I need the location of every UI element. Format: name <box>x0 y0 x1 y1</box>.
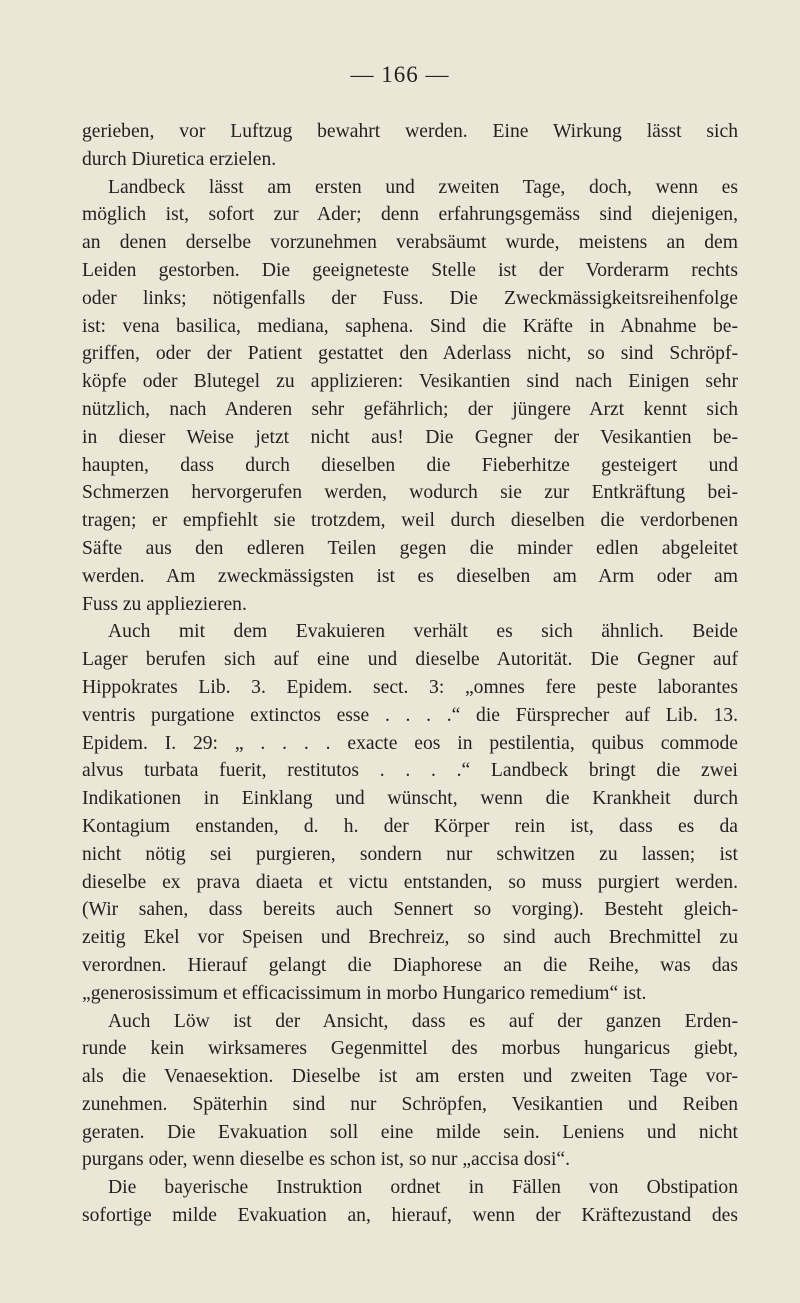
text-line: ist: vena basilica, mediana, saphena. Sind die Kräfte in Abnahme be- <box>82 315 738 337</box>
text-line: in dieser Weise jetzt nicht aus! Die Gegner der Vesikantien be- <box>82 426 738 448</box>
text-line: geraten. Die Evakuation soll eine milde sein. Leniens und nicht <box>82 1121 738 1143</box>
text-line: griffen, oder der Patient gestattet den Aderlass nicht, so sind Schröpf- <box>82 343 738 365</box>
text-line: an denen derselbe vorzunehmen verabsäumt wurde, meistens an dem <box>82 232 738 254</box>
page-number: — 166 — <box>350 62 450 87</box>
text-line: sofortige milde Evakuation an, hierauf, wenn der Kräftezustand des <box>82 1205 738 1227</box>
text-line: Hippokrates Lib. 3. Epidem. sect. 3: „omnes fere peste laborantes <box>82 676 738 698</box>
text-line: dieselbe ex prava diaeta et victu entstanden, so muss purgiert werden. <box>82 871 738 893</box>
text-line: als die Venaesektion. Dieselbe ist am ersten und zweiten Tage vor- <box>82 1066 738 1088</box>
text-line: runde kein wirksameres Gegenmittel des morbus hungaricus giebt, <box>82 1038 738 1060</box>
text-line: Die bayerische Instruktion ordnet in Fällen von Obstipation <box>108 1177 738 1199</box>
text-line: gerieben, vor Luftzug bewahrt werden. Eine Wirkung lässt sich <box>82 121 738 142</box>
text-line: verordnen. Hierauf gelangt die Diaphorese an die Reihe, was das <box>82 954 738 976</box>
text-line: nützlich, nach Anderen sehr gefährlich; der jüngere Arzt kennt sich <box>82 398 738 420</box>
text-line: (Wir sahen, dass bereits auch Sennert so vorging). Besteht gleich- <box>82 899 738 921</box>
text-line: köpfe oder Blutegel zu applizieren: Vesikantien sind nach Einigen sehr <box>82 371 738 393</box>
text-line: ventris purgatione extinctos esse . . . .“ die Fürsprecher auf Lib. 13. <box>82 704 738 726</box>
text-line: Epidem. I. 29: „ . . . . exacte eos in pestilentia, quibus commode <box>82 732 738 754</box>
text-line: haupten, dass durch dieselben die Fieberhitze gesteigert und <box>82 454 738 476</box>
text-line: tragen; er empfiehlt sie trotzdem, weil durch dieselben die verdorbenen <box>82 510 738 532</box>
text-line: zunehmen. Späterhin sind nur Schröpfen, Vesikantien und Reiben <box>82 1093 738 1115</box>
text-line: „generosissimum et efficacissimum in morbo Hungarico remedium“ ist. <box>82 982 647 1004</box>
text-line: Landbeck lässt am ersten und zweiten Tage, doch, wenn es <box>108 176 738 198</box>
text-line: Lager berufen sich auf eine und dieselbe Autorität. Die Gegner auf <box>82 649 738 671</box>
text-line: oder links; nötigenfalls der Fuss. Die Zweckmässigkeitsreihenfolge <box>82 287 738 309</box>
text-line: werden. Am zweckmässigsten ist es dieselben am Arm oder am <box>82 565 738 587</box>
text-line: Leiden gestorben. Die geeigneteste Stelle ist der Vorderarm rechts <box>82 259 738 281</box>
text-line: Fuss zu appliezieren. <box>82 593 247 615</box>
text-line: alvus turbata fuerit, restitutos . . . .“ Landbeck bringt die zwei <box>82 760 738 782</box>
text-line: Schmerzen hervorgerufen werden, wodurch sie zur Entkräftung bei- <box>82 482 738 504</box>
text-line: durch Diuretica erzielen. <box>82 148 277 170</box>
text-line: Säfte aus den edleren Teilen gegen die minder edlen abgeleitet <box>82 537 738 559</box>
text-line: purgans oder, wenn dieselbe es schon ist, so nur „accisa dosi“. <box>82 1149 571 1171</box>
text-line: Auch mit dem Evakuieren verhält es sich ähnlich. Beide <box>108 621 738 643</box>
text-line: möglich ist, sofort zur Ader; denn erfahrungsgemäss sind diejenigen, <box>82 204 738 226</box>
text-line: nicht nötig sei purgieren, sondern nur schwitzen zu lassen; ist <box>82 843 738 865</box>
text-line: zeitig Ekel vor Speisen und Brechreiz, so sind auch Brechmittel zu <box>82 927 738 949</box>
text-line: Kontagium enstanden, d. h. der Körper rein ist, dass es da <box>82 815 738 837</box>
text-line: Indikationen in Einklang und wünscht, wenn die Krankheit durch <box>82 788 738 810</box>
text-line: Auch Löw ist der Ansicht, dass es auf der ganzen Erden- <box>108 1010 738 1032</box>
body-text <box>82 118 738 1230</box>
